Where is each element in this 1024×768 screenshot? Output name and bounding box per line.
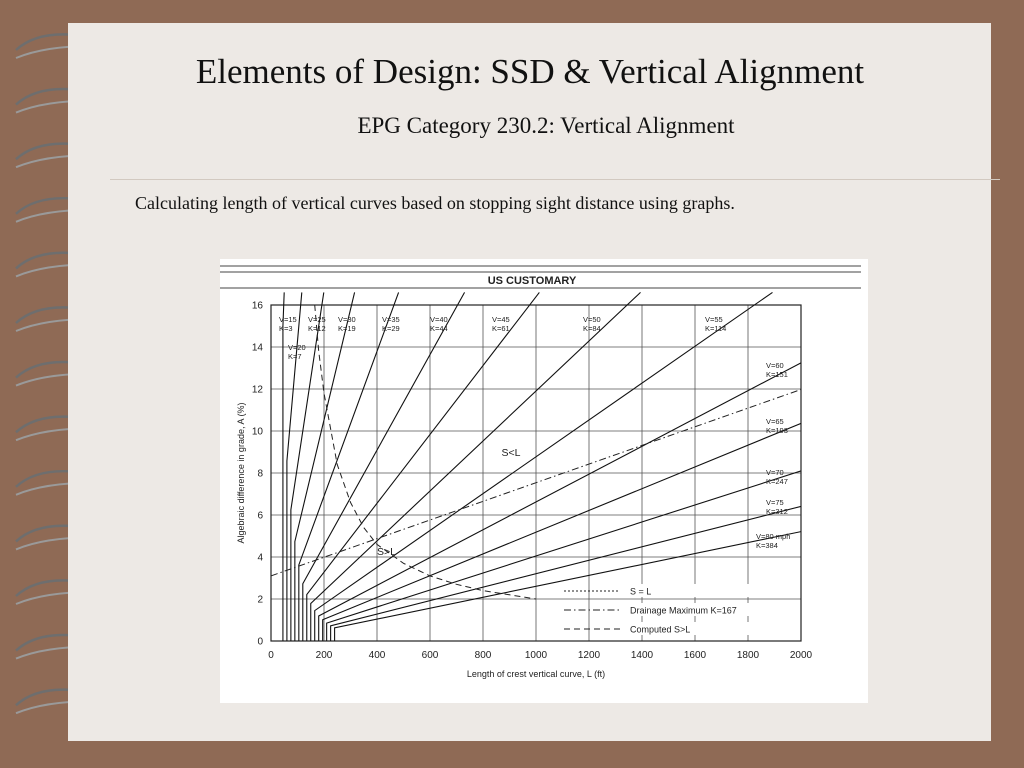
y-tick-label: 4 bbox=[257, 552, 263, 564]
series-label-k: K=12 bbox=[308, 324, 326, 333]
series-label-speed: V=75 bbox=[766, 498, 784, 507]
series-label-speed: V=55 bbox=[705, 315, 723, 324]
x-tick-label: 1400 bbox=[630, 650, 654, 661]
x-tick-label: 2000 bbox=[789, 650, 813, 661]
series-label-k: K=19 bbox=[338, 324, 356, 333]
series-label-speed: V=45 bbox=[492, 315, 510, 324]
series-label-speed: V=20 bbox=[288, 343, 306, 352]
series-line-75 bbox=[331, 506, 801, 641]
series-label-speed: V=25 bbox=[308, 315, 326, 324]
x-tick-label: 1200 bbox=[577, 650, 601, 661]
series-label-speed: V=35 bbox=[382, 315, 400, 324]
y-tick-label: 6 bbox=[257, 510, 263, 522]
series-label-k: K=3 bbox=[279, 324, 293, 333]
y-tick-label: 16 bbox=[251, 300, 263, 312]
y-tick-label: 0 bbox=[257, 636, 263, 648]
y-tick-label: 14 bbox=[251, 342, 263, 354]
series-label-k: K=151 bbox=[766, 370, 788, 379]
x-tick-label: 1800 bbox=[736, 650, 760, 661]
legend bbox=[564, 584, 800, 635]
series-label-speed: V=80 mph bbox=[756, 532, 791, 541]
series-label-k: K=7 bbox=[288, 352, 302, 361]
series-label-k: K=193 bbox=[766, 426, 788, 435]
y-tick-label: 12 bbox=[251, 384, 263, 396]
title-divider bbox=[110, 179, 1000, 180]
x-tick-label: 1000 bbox=[524, 650, 548, 661]
series-label-k: K=312 bbox=[766, 507, 788, 516]
series-label-k: K=29 bbox=[382, 324, 400, 333]
y-tick-label: 8 bbox=[257, 468, 263, 480]
vertical-curve-chart bbox=[220, 259, 868, 703]
x-tick-label: 800 bbox=[474, 650, 492, 661]
region-annotation: S>L bbox=[377, 545, 396, 558]
x-tick-label: 1600 bbox=[683, 650, 707, 661]
series-label-speed: V=50 bbox=[583, 315, 601, 324]
series-label-k: K=61 bbox=[492, 324, 510, 333]
y-tick-label: 2 bbox=[257, 594, 263, 606]
series-label-k: K=247 bbox=[766, 477, 788, 486]
body-text: Calculating length of vertical curves based on stopping sight distance using graphs. bbox=[135, 193, 735, 213]
series-label-speed: V=65 bbox=[766, 417, 784, 426]
series-label-speed: V=60 bbox=[766, 361, 784, 370]
series-line-15 bbox=[283, 292, 284, 641]
x-tick-label: 0 bbox=[268, 650, 274, 661]
series-label-speed: V=30 bbox=[338, 315, 356, 324]
x-tick-label: 400 bbox=[368, 650, 386, 661]
x-axis-label: Length of crest vertical curve, L (ft) bbox=[466, 669, 606, 679]
x-tick-label: 200 bbox=[315, 650, 333, 661]
series-label-k: K=44 bbox=[430, 324, 448, 333]
x-tick-label: 600 bbox=[421, 650, 439, 661]
slide-title: Elements of Design: SSD & Vertical Alignment bbox=[195, 52, 865, 91]
series-line-35 bbox=[299, 292, 399, 641]
y-tick-label: 10 bbox=[251, 426, 263, 438]
series-label-k: K=84 bbox=[583, 324, 601, 333]
series-label-speed: V=15 bbox=[279, 315, 297, 324]
region-annotation: S<L bbox=[501, 447, 521, 460]
legend-label: Computed S>L bbox=[630, 624, 691, 635]
chart-panel bbox=[220, 259, 868, 703]
series-label-k: K=384 bbox=[756, 541, 778, 550]
series-label-k: K=114 bbox=[705, 324, 727, 333]
slide-subtitle: EPG Category 230.2: Vertical Alignment bbox=[357, 113, 735, 138]
series-label-speed: V=40 bbox=[430, 315, 448, 324]
y-axis-label: Algebraic difference in grade, A (%) bbox=[236, 402, 246, 544]
chart-title: US CUSTOMARY bbox=[487, 275, 577, 287]
series-label-speed: V=70 bbox=[766, 468, 784, 477]
legend-label: S = L bbox=[630, 586, 652, 597]
legend-label: Drainage Maximum K=167 bbox=[630, 605, 737, 616]
